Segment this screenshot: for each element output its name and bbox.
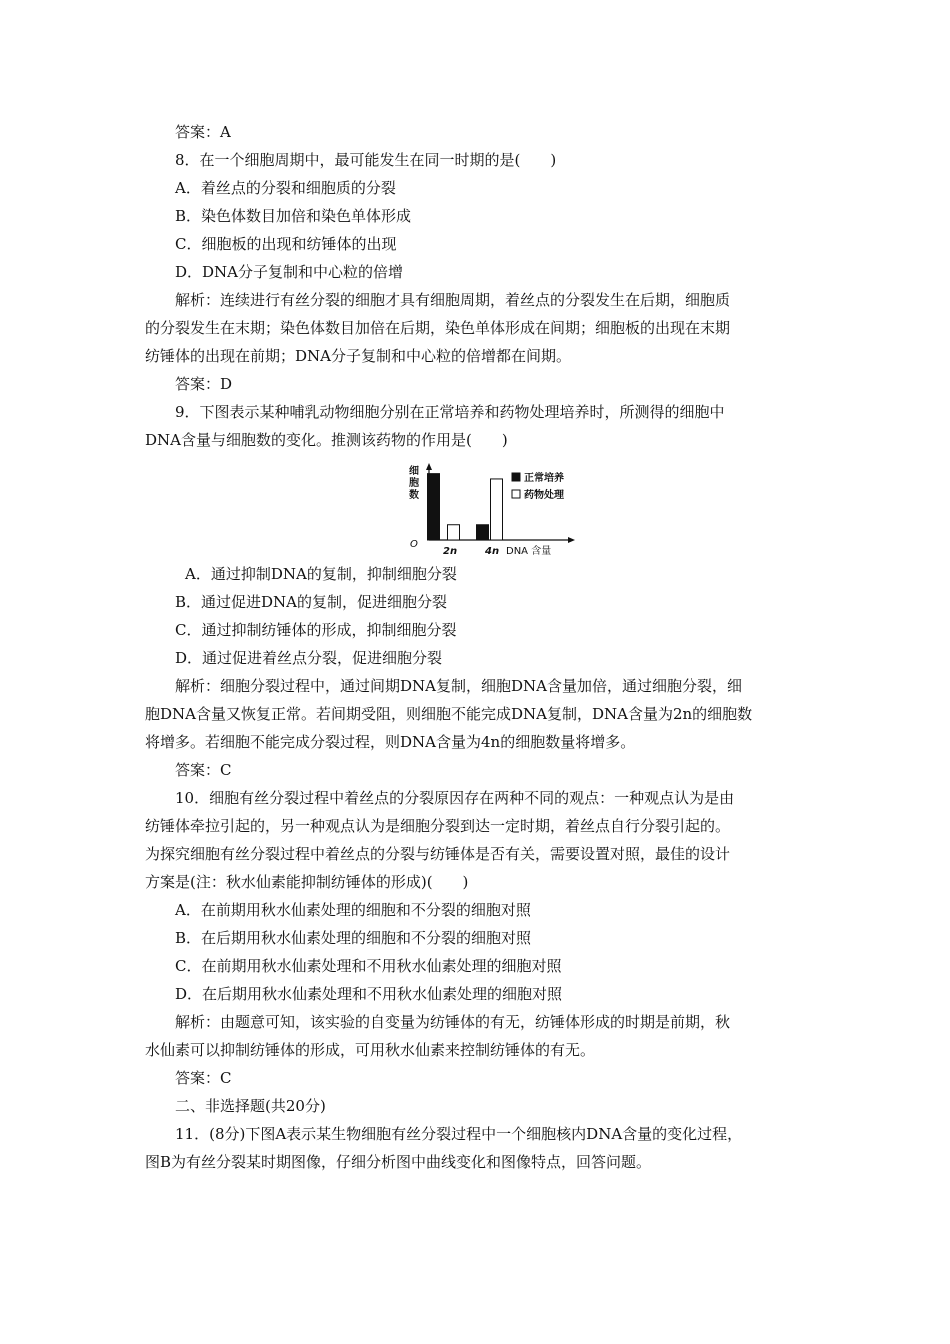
x-tick-label: 2n <box>443 546 458 557</box>
dna-cell-count-chart <box>400 460 590 560</box>
q7-answer: 答案：A <box>175 123 231 141</box>
bars-group <box>428 474 503 540</box>
q9-answer: 答案：C <box>175 761 232 779</box>
x-tick-label: 4n <box>485 546 500 557</box>
q10-stem-line: 纺锤体牵拉引起的，另一种观点认为是细胞分裂到达一定时期，着丝点自行分裂引起的。 <box>145 817 731 835</box>
q9-option-a: A．通过抑制DNA的复制，抑制细胞分裂 <box>185 565 457 583</box>
q8-option-a: A．着丝点的分裂和细胞质的分裂 <box>175 179 396 197</box>
legend-label: 药物处理 <box>524 490 564 501</box>
y-axis-label-char: 细 <box>409 466 419 477</box>
q9-analysis-line: 解析：细胞分裂过程中，通过间期DNA复制，细胞DNA含量加倍，通过细胞分裂，细 <box>175 677 742 695</box>
q9-option-d: D．通过促进着丝点分裂，促进细胞分裂 <box>175 649 443 667</box>
y-axis-label <box>409 464 419 501</box>
q9-analysis-line: 胞DNA含量又恢复正常。若间期受阻，则细胞不能完成DNA复制，DNA含量为2n的细胞数 <box>145 705 753 723</box>
q8-option-b: B．染色体数目加倍和染色单体形成 <box>175 207 412 225</box>
q8-option-c: C．细胞板的出现和纺锤体的出现 <box>175 235 397 253</box>
q8-stem: 8．在一个细胞周期中，最可能发生在同一时期的是( ) <box>175 151 557 169</box>
legend-swatch-drug <box>512 490 520 498</box>
q10-analysis-line: 水仙素可以抑制纺锤体的形成，可用秋水仙素来控制纺锤体的有无。 <box>145 1041 596 1059</box>
x-axis-arrow <box>568 537 575 543</box>
q10-answer: 答案：C <box>175 1069 232 1087</box>
q10-option-c: C．在前期用秋水仙素处理和不用秋水仙素处理的细胞对照 <box>175 957 562 975</box>
legend-swatch-normal <box>512 473 520 481</box>
chart-svg <box>400 460 590 560</box>
q9-option-c: C．通过抑制纺锤体的形成，抑制细胞分裂 <box>175 621 457 639</box>
legend-label: 正常培养 <box>524 473 564 484</box>
x-axis-label: DNA 含量 <box>506 546 552 557</box>
q11-stem-line: 11．(8分)下图A表示某生物细胞有丝分裂过程中一个细胞核内DNA含量的变化过程， <box>175 1125 743 1143</box>
y-axis-label-char: 数 <box>409 490 419 501</box>
q9-stem-line: DNA含量与细胞数的变化。推测该药物的作用是( ) <box>145 431 508 449</box>
q9-analysis-line: 将增多。若细胞不能完成分裂过程，则DNA含量为4n的细胞数量将增多。 <box>145 733 636 751</box>
q10-stem-line: 为探究细胞有丝分裂过程中着丝点的分裂与纺锤体是否有关，需要设置对照，最佳的设计 <box>145 845 731 863</box>
q8-analysis-line: 的分裂发生在末期；染色体数目加倍在后期，染色单体形成在间期；细胞板的出现在末期 <box>145 319 731 337</box>
q9-stem-line: 9．下图表示某种哺乳动物细胞分别在正常培养和药物处理培养时，所测得的细胞中 <box>175 403 725 421</box>
bar-drug-2n <box>448 525 460 540</box>
q10-option-b: B．在后期用秋水仙素处理的细胞和不分裂的细胞对照 <box>175 929 532 947</box>
q10-option-a: A．在前期用秋水仙素处理的细胞和不分裂的细胞对照 <box>175 901 531 919</box>
q9-option-b: B．通过促进DNA的复制，促进细胞分裂 <box>175 593 448 611</box>
bar-drug-4n <box>491 479 503 540</box>
legend <box>512 471 565 501</box>
q11-stem-line: 图B为有丝分裂某时期图像，仔细分析图中曲线变化和图像特点，回答问题。 <box>145 1153 652 1171</box>
q10-stem-line: 方案是(注：秋水仙素能抑制纺锤体的形成)( ) <box>145 873 469 891</box>
q8-answer: 答案：D <box>175 375 233 393</box>
bar-normal-2n <box>428 474 440 540</box>
q10-option-d: D．在后期用秋水仙素处理和不用秋水仙素处理的细胞对照 <box>175 985 563 1003</box>
q10-analysis-line: 解析：由题意可知，该实验的自变量为纺锤体的有无，纺锤体形成的时期是前期，秋 <box>175 1013 731 1031</box>
q8-analysis-line: 解析：连续进行有丝分裂的细胞才具有细胞周期，着丝点的分裂发生在后期，细胞质 <box>175 291 731 309</box>
q8-option-d: D．DNA分子复制和中心粒的倍增 <box>175 263 404 281</box>
q8-analysis-line: 纺锤体的出现在前期；DNA分子复制和中心粒的倍增都在间期。 <box>145 347 571 365</box>
bar-normal-4n <box>477 525 489 540</box>
q10-stem-line: 10．细胞有丝分裂过程中着丝点的分裂原因存在两种不同的观点：一种观点认为是由 <box>175 789 735 807</box>
y-axis-arrow <box>426 463 432 470</box>
y-axis-label-char: 胞 <box>409 478 419 489</box>
section-title: 二、非选择题(共20分) <box>175 1097 326 1115</box>
origin-label: O <box>410 539 418 550</box>
